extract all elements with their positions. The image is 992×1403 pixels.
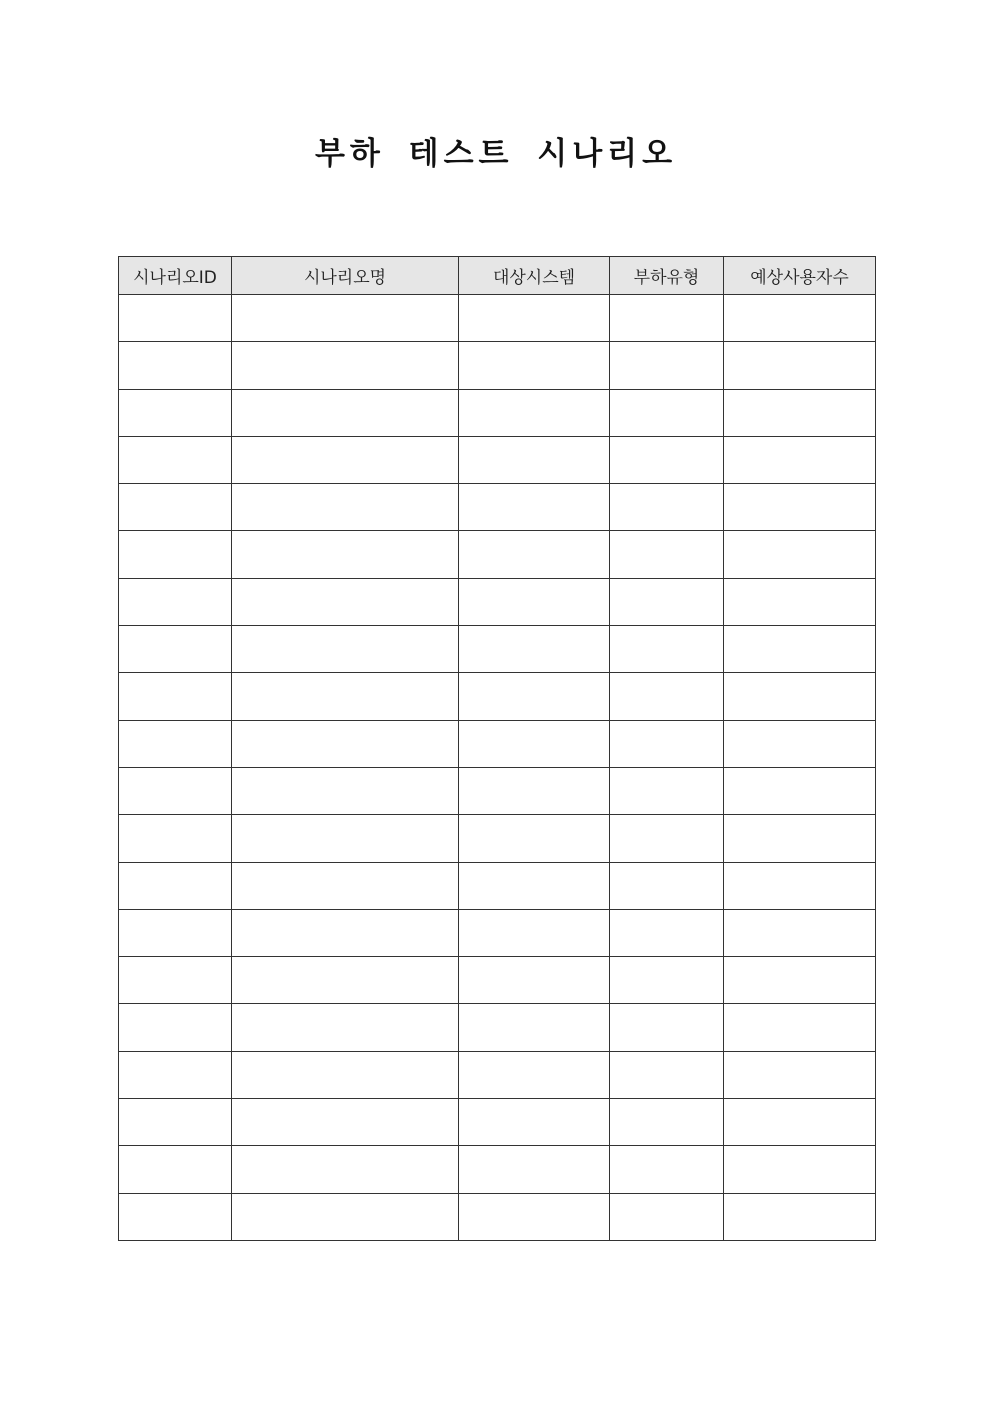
- cell-expected-users[interactable]: [724, 909, 876, 956]
- cell-expected-users[interactable]: [724, 1051, 876, 1098]
- cell-load-type[interactable]: [610, 436, 724, 483]
- cell-target-system[interactable]: [459, 1146, 610, 1193]
- cell-expected-users[interactable]: [724, 1146, 876, 1193]
- cell-load-type[interactable]: [610, 342, 724, 389]
- cell-scenario-id[interactable]: [119, 909, 232, 956]
- cell-expected-users[interactable]: [724, 767, 876, 814]
- scenario-table: [118, 256, 876, 1241]
- table-row: [119, 767, 876, 814]
- cell-target-system[interactable]: [459, 1099, 610, 1146]
- cell-expected-users[interactable]: [724, 342, 876, 389]
- cell-target-system[interactable]: [459, 720, 610, 767]
- cell-scenario-id[interactable]: [119, 578, 232, 625]
- cell-scenario-name[interactable]: [232, 436, 459, 483]
- cell-load-type[interactable]: [610, 720, 724, 767]
- cell-load-type[interactable]: [610, 909, 724, 956]
- cell-scenario-id[interactable]: [119, 862, 232, 909]
- cell-scenario-id[interactable]: [119, 484, 232, 531]
- cell-expected-users[interactable]: [724, 295, 876, 342]
- cell-scenario-id[interactable]: [119, 767, 232, 814]
- cell-expected-users[interactable]: [724, 720, 876, 767]
- cell-target-system[interactable]: [459, 295, 610, 342]
- cell-scenario-id[interactable]: [119, 389, 232, 436]
- cell-scenario-name[interactable]: [232, 1146, 459, 1193]
- cell-scenario-id[interactable]: [119, 815, 232, 862]
- table-row: [119, 389, 876, 436]
- cell-load-type[interactable]: [610, 1193, 724, 1240]
- table-row: [119, 815, 876, 862]
- cell-target-system[interactable]: [459, 389, 610, 436]
- cell-scenario-name[interactable]: [232, 909, 459, 956]
- cell-scenario-name[interactable]: [232, 1004, 459, 1051]
- cell-load-type[interactable]: [610, 295, 724, 342]
- cell-load-type[interactable]: [610, 389, 724, 436]
- page-title: 부하 테스트 시나리오: [314, 136, 678, 172]
- cell-expected-users[interactable]: [724, 578, 876, 625]
- cell-load-type[interactable]: [610, 1146, 724, 1193]
- cell-target-system[interactable]: [459, 673, 610, 720]
- table-row: [119, 1004, 876, 1051]
- table-row: [119, 720, 876, 767]
- cell-load-type[interactable]: [610, 862, 724, 909]
- cell-scenario-name[interactable]: [232, 1193, 459, 1240]
- cell-load-type[interactable]: [610, 531, 724, 578]
- cell-target-system[interactable]: [459, 626, 610, 673]
- cell-target-system[interactable]: [459, 862, 610, 909]
- cell-scenario-name[interactable]: [232, 862, 459, 909]
- cell-target-system[interactable]: [459, 957, 610, 1004]
- cell-scenario-name[interactable]: [232, 626, 459, 673]
- cell-expected-users[interactable]: [724, 1004, 876, 1051]
- cell-scenario-name[interactable]: [232, 720, 459, 767]
- cell-scenario-id[interactable]: [119, 1099, 232, 1146]
- table-row: [119, 578, 876, 625]
- cell-load-type[interactable]: [610, 1099, 724, 1146]
- table-body: [119, 295, 876, 1241]
- cell-target-system[interactable]: [459, 1004, 610, 1051]
- cell-scenario-id[interactable]: [119, 1146, 232, 1193]
- cell-expected-users[interactable]: [724, 389, 876, 436]
- cell-scenario-id[interactable]: [119, 342, 232, 389]
- cell-scenario-id[interactable]: [119, 1051, 232, 1098]
- cell-scenario-id[interactable]: [119, 295, 232, 342]
- cell-scenario-name[interactable]: [232, 1051, 459, 1098]
- table-row: [119, 1193, 876, 1240]
- cell-expected-users[interactable]: [724, 673, 876, 720]
- column-header-expected-users: 예상사용자수: [724, 257, 876, 295]
- cell-load-type[interactable]: [610, 673, 724, 720]
- table-row: [119, 862, 876, 909]
- cell-scenario-name[interactable]: [232, 957, 459, 1004]
- cell-scenario-id[interactable]: [119, 1193, 232, 1240]
- cell-target-system[interactable]: [459, 578, 610, 625]
- table-row: [119, 342, 876, 389]
- cell-expected-users[interactable]: [724, 1193, 876, 1240]
- table-row: [119, 909, 876, 956]
- table-row: [119, 1051, 876, 1098]
- cell-scenario-id[interactable]: [119, 957, 232, 1004]
- cell-load-type[interactable]: [610, 1051, 724, 1098]
- cell-scenario-name[interactable]: [232, 342, 459, 389]
- table-row: [119, 957, 876, 1004]
- cell-target-system[interactable]: [459, 342, 610, 389]
- cell-expected-users[interactable]: [724, 815, 876, 862]
- table-row: [119, 626, 876, 673]
- table-row: [119, 295, 876, 342]
- column-header-scenario-id: 시나리오ID: [119, 257, 232, 295]
- cell-load-type[interactable]: [610, 626, 724, 673]
- column-header-scenario-name: 시나리오명: [232, 257, 459, 295]
- cell-target-system[interactable]: [459, 531, 610, 578]
- table-row: [119, 1099, 876, 1146]
- cell-expected-users[interactable]: [724, 1099, 876, 1146]
- cell-target-system[interactable]: [459, 909, 610, 956]
- cell-expected-users[interactable]: [724, 862, 876, 909]
- cell-target-system[interactable]: [459, 1051, 610, 1098]
- cell-scenario-name[interactable]: [232, 484, 459, 531]
- cell-load-type[interactable]: [610, 957, 724, 1004]
- column-header-target-system: 대상시스템: [459, 257, 610, 295]
- cell-target-system[interactable]: [459, 436, 610, 483]
- cell-target-system[interactable]: [459, 1193, 610, 1240]
- cell-load-type[interactable]: [610, 767, 724, 814]
- cell-scenario-name[interactable]: [232, 815, 459, 862]
- cell-load-type[interactable]: [610, 578, 724, 625]
- cell-load-type[interactable]: [610, 815, 724, 862]
- cell-scenario-id[interactable]: [119, 436, 232, 483]
- cell-scenario-name[interactable]: [232, 531, 459, 578]
- cell-target-system[interactable]: [459, 484, 610, 531]
- table-header-row: [119, 257, 876, 295]
- cell-scenario-name[interactable]: [232, 295, 459, 342]
- column-header-load-type: 부하유형: [610, 257, 724, 295]
- cell-load-type[interactable]: [610, 1004, 724, 1051]
- cell-scenario-name[interactable]: [232, 1099, 459, 1146]
- table-row: [119, 673, 876, 720]
- cell-target-system[interactable]: [459, 767, 610, 814]
- cell-scenario-name[interactable]: [232, 673, 459, 720]
- cell-scenario-id[interactable]: [119, 1004, 232, 1051]
- table-row: [119, 436, 876, 483]
- cell-scenario-id[interactable]: [119, 626, 232, 673]
- table-row: [119, 531, 876, 578]
- cell-expected-users[interactable]: [724, 436, 876, 483]
- cell-load-type[interactable]: [610, 484, 724, 531]
- table-row: [119, 484, 876, 531]
- cell-target-system[interactable]: [459, 815, 610, 862]
- cell-scenario-id[interactable]: [119, 720, 232, 767]
- cell-scenario-name[interactable]: [232, 578, 459, 625]
- cell-expected-users[interactable]: [724, 626, 876, 673]
- cell-scenario-id[interactable]: [119, 531, 232, 578]
- table-row: [119, 1146, 876, 1193]
- cell-expected-users[interactable]: [724, 957, 876, 1004]
- cell-scenario-name[interactable]: [232, 389, 459, 436]
- cell-expected-users[interactable]: [724, 531, 876, 578]
- cell-scenario-id[interactable]: [119, 673, 232, 720]
- cell-scenario-name[interactable]: [232, 767, 459, 814]
- cell-expected-users[interactable]: [724, 484, 876, 531]
